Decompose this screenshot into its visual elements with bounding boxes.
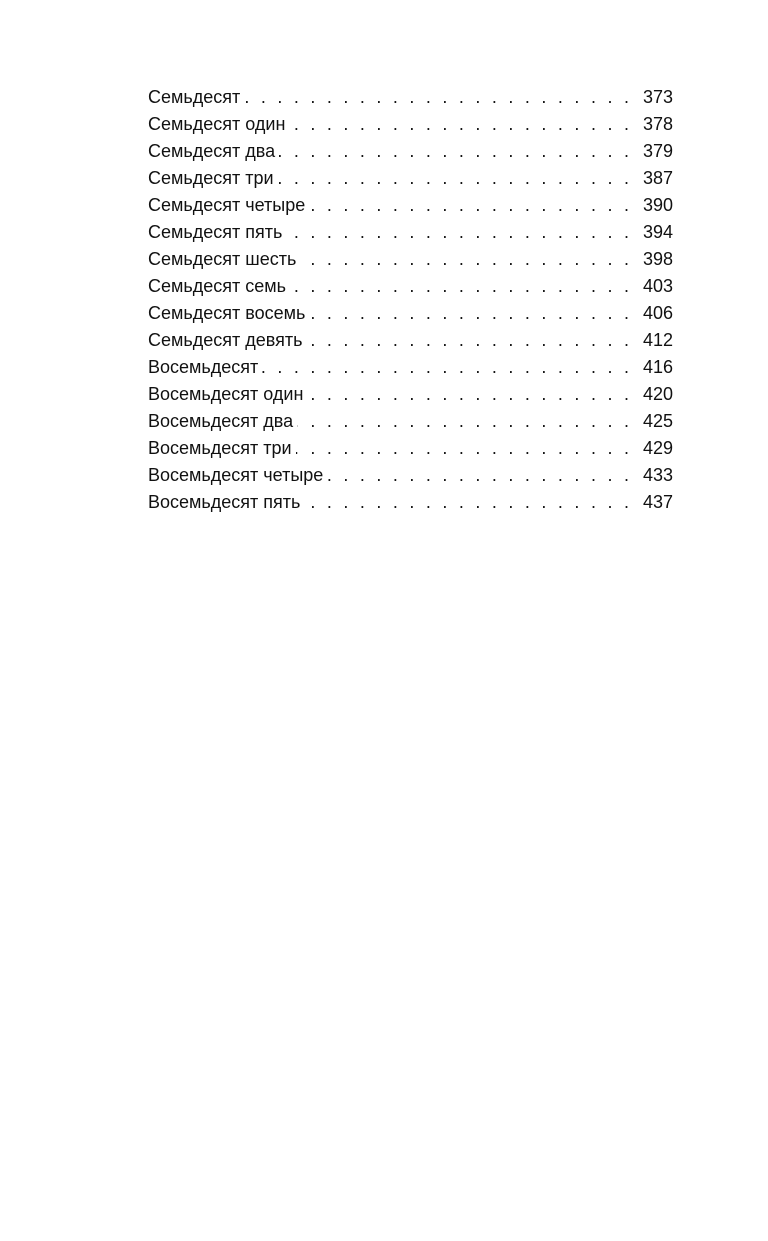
toc-entry[interactable] [148,273,673,300]
toc-entry-page: 378 [642,114,673,134]
toc-entry-page: 390 [642,195,673,215]
toc-entry[interactable] [148,300,673,327]
toc-entry-page: 387 [642,168,673,188]
toc-entry[interactable] [148,327,673,354]
toc-entry[interactable] [148,111,673,138]
table-of-contents [148,84,673,516]
toc-entry-page: 403 [642,276,673,296]
toc-entry-page: 412 [642,330,673,350]
toc-entry-page: 425 [642,411,673,431]
dot-leader [309,192,629,219]
toc-entry-title: Семьдесят семь [148,276,287,296]
toc-entry-title: Восемьдесят [148,357,259,377]
toc-entry[interactable] [148,165,673,192]
dot-leader [307,327,629,354]
toc-entry-page: 373 [642,87,673,107]
dot-leader [290,273,629,300]
toc-entry-title: Семьдесят два [148,141,276,161]
dot-leader [279,138,629,165]
toc-entry-title: Восемьдесят четыре [148,465,324,485]
toc-entry-title: Семьдесят четыре [148,195,306,215]
toc-entry-title: Семьдесят [148,87,241,107]
toc-entry-page: 379 [642,141,673,161]
toc-entry-title: Семьдесят один [148,114,286,134]
toc-entry-page: 394 [642,222,673,242]
dot-leader [297,408,629,435]
toc-entry[interactable] [148,84,673,111]
dot-leader [300,246,629,273]
toc-entry-title: Семьдесят пять [148,222,283,242]
toc-entry-title: Восемьдесят два [148,411,294,431]
toc-entry-title: Восемьдесят один [148,384,304,404]
dot-leader [244,84,629,111]
toc-entry-title: Семьдесят три [148,168,274,188]
toc-entry[interactable] [148,435,673,462]
dot-leader [278,165,629,192]
toc-entry[interactable] [148,462,673,489]
toc-entry-title: Семьдесят шесть [148,249,297,269]
dot-leader [309,300,629,327]
toc-entry-page: 420 [642,384,673,404]
toc-entry[interactable] [148,192,673,219]
toc-entry-page: 416 [642,357,673,377]
toc-entry[interactable] [148,408,673,435]
toc-entry[interactable] [148,138,673,165]
toc-entry-page: 406 [642,303,673,323]
toc-entry-page: 433 [642,465,673,485]
dot-leader [307,381,629,408]
dot-leader [327,462,629,489]
toc-entry-title: Восемьдесят три [148,438,292,458]
toc-entry-title: Семьдесят девять [148,330,303,350]
dot-leader [304,489,629,516]
toc-entry-page: 429 [642,438,673,458]
toc-entry[interactable] [148,489,673,516]
toc-entry[interactable] [148,354,673,381]
dot-leader [262,354,629,381]
toc-entry-page: 398 [642,249,673,269]
toc-entry-page: 437 [642,492,673,512]
toc-entry[interactable] [148,246,673,273]
toc-entry-title: Семьдесят восемь [148,303,306,323]
dot-leader [286,219,629,246]
dot-leader [289,111,629,138]
toc-entry[interactable] [148,381,673,408]
dot-leader [296,435,629,462]
toc-entry[interactable] [148,219,673,246]
toc-entry-title: Восемьдесят пять [148,492,301,512]
